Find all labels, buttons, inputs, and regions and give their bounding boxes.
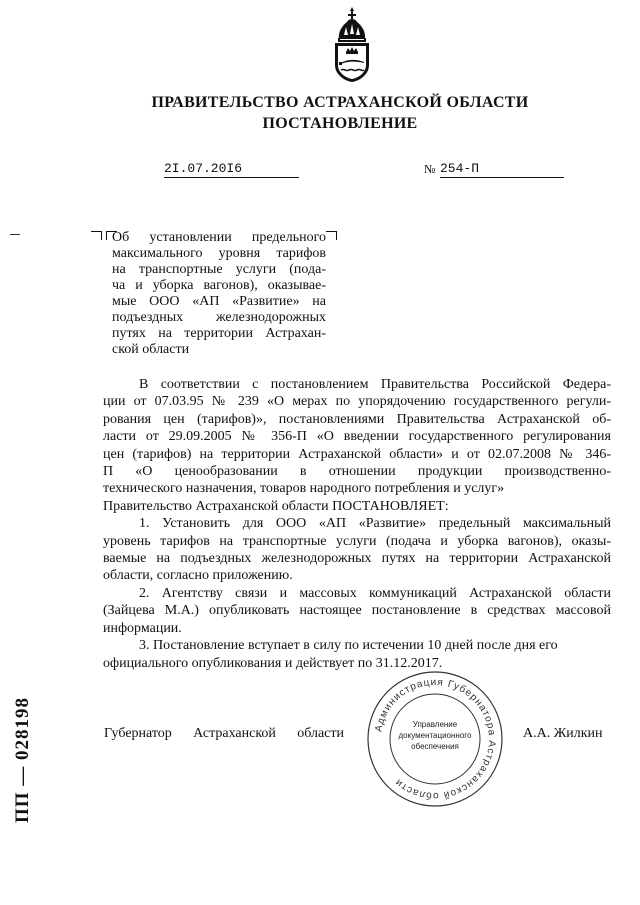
body-line: Правительство Астраханской области ПОСТАНОВЛЯЕТ:	[103, 498, 449, 514]
signatory-position: Губернатор Астраханской области	[104, 726, 344, 741]
subject-line: ча и уборка вагонов), оказывае-	[112, 278, 326, 293]
body-line: 2. Агентству связи и массовых коммуникаций Астраханской области	[139, 585, 611, 601]
seal-ring-text: Администрация Губернатора Астраханской области	[373, 676, 498, 802]
body-line: (Зайцева М.А.) опубликовать настоящее постановление в средствах массовой	[103, 603, 611, 619]
subject-corner-mark	[91, 231, 102, 240]
body-line: П «О ценообразовании в отношении продукции производственно-	[103, 464, 611, 480]
body-line: В соответствии с постановлением Правительства Российской Федера-	[139, 377, 611, 392]
subject-line: подъездных железнодорожных	[112, 310, 326, 325]
body-line: цен (тарифов) на территории Астраханской области» и от 02.07.2008 № 346-	[103, 446, 611, 462]
subject-line: путях на территории Астрахан-	[112, 326, 326, 341]
coat-of-arms-emblem	[329, 5, 375, 83]
body-line: 1. Установить для ООО «АП «Развитие» предельный максимальный	[139, 516, 611, 532]
document-subject	[112, 230, 326, 358]
body-line: ласти от 29.09.2005 № 356-П «О введении государственного регулирования	[103, 429, 611, 445]
body-line: уровень тарифов на транспортные услуги (подача и уборка вагонов), оказы-	[103, 533, 611, 549]
document-type-title: ПОСТАНОВЛЕНИЕ	[262, 115, 418, 132]
margin-dash	[10, 234, 20, 235]
form-serial-number-text: ПП — 028198	[12, 696, 33, 824]
government-title: ПРАВИТЕЛЬСТВО АСТРАХАНСКОЙ ОБЛАСТИ	[151, 94, 529, 111]
body-line: области, согласно приложению.	[103, 568, 293, 584]
document-date: 2I.07.20I6	[164, 161, 299, 178]
body-line: ции от 07.03.95 № 239 «О мерах по упорядочению государственного регули-	[103, 394, 611, 410]
seal-center-line: обеспечения	[411, 742, 459, 751]
subject-corner-mark	[326, 231, 337, 240]
subject-line: Об установлении предельного	[112, 230, 326, 245]
seal-center-text	[383, 719, 487, 752]
body-line: официального опубликования и действует по 31.12.2017.	[103, 655, 443, 671]
form-serial-number	[9, 665, 37, 855]
body-line: рования цен (тарифов)», постановлениями Правительства Астраханской об-	[103, 411, 611, 427]
subject-line: ской области	[112, 342, 190, 357]
subject-line: максимального уровня тарифов	[112, 246, 326, 261]
subject-line: на транспортные услуги (пода-	[112, 262, 326, 277]
document-number: 254-П	[440, 161, 564, 178]
seal-center-line: документационного	[398, 731, 472, 740]
document-body	[103, 376, 611, 672]
subject-line: мые ООО «АП «Развитие» на	[112, 294, 326, 309]
coat-of-arms-icon	[329, 5, 375, 83]
signatory-name: А.А. Жилкин	[523, 726, 603, 741]
body-line: 3. Постановление вступает в силу по истечении 10 дней после дня его	[139, 638, 558, 654]
body-line: информации.	[103, 620, 182, 636]
body-line: ваемые на подъездных железнодорожных путях на территории Астраханской	[103, 551, 611, 567]
number-symbol: №	[424, 162, 436, 176]
seal-center-line: Управление	[412, 720, 458, 729]
body-line: технического назначения, товаров народного потребления и услуг»	[103, 481, 505, 497]
